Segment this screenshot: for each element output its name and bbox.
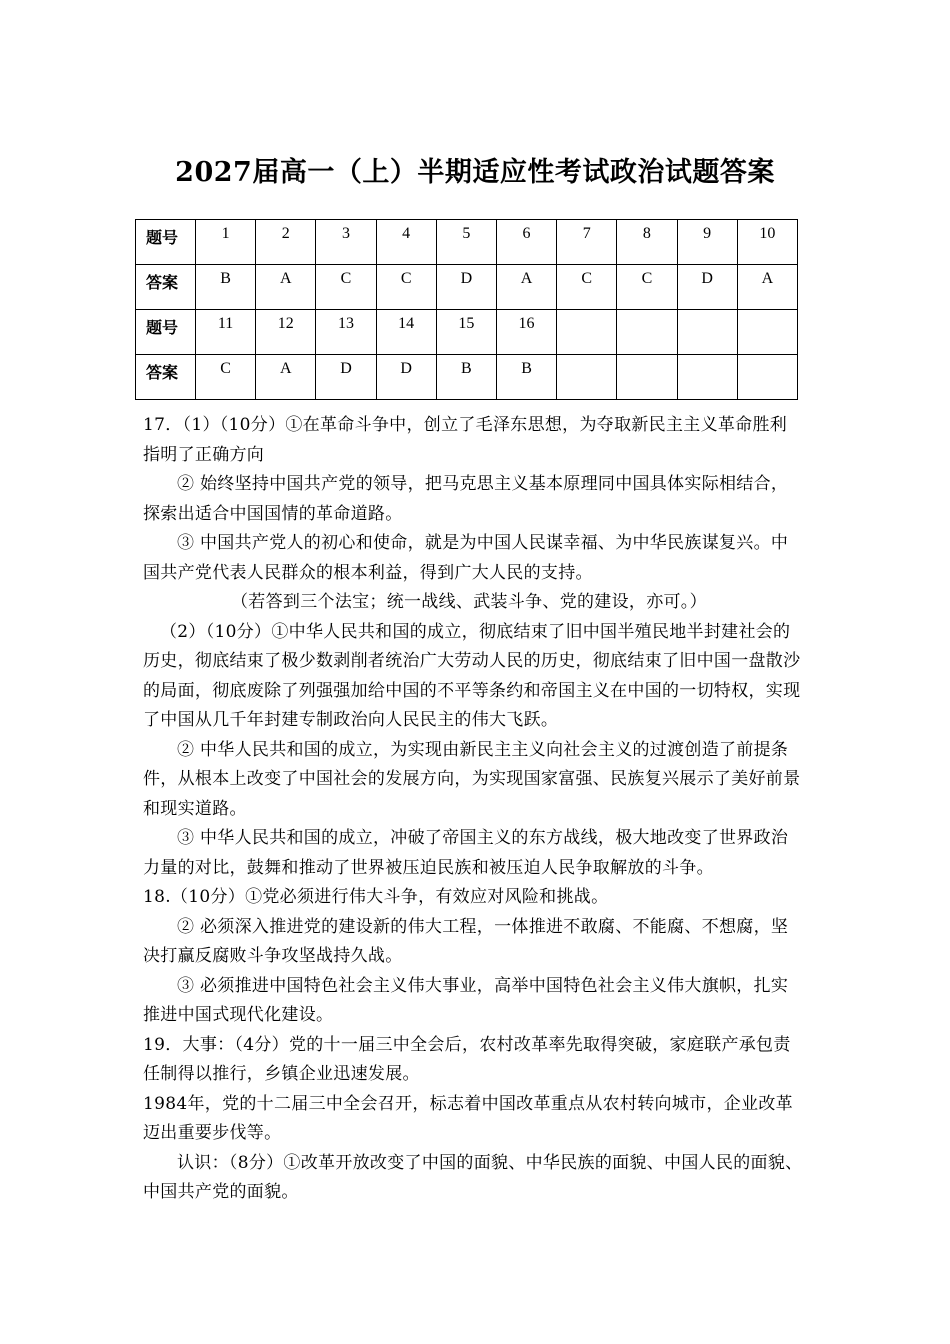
table-cell: 9: [677, 220, 737, 265]
table-cell: [557, 355, 617, 400]
table-cell: [737, 310, 797, 355]
table-cell: C: [196, 355, 256, 400]
paragraph-17-1-point2: ② 始终坚持中国共产党的领导，把马克思主义基本原理同中国具体实际相结合，探索出适合中国国情的革命道路。: [143, 474, 789, 524]
table-cell: 11: [196, 310, 256, 355]
table-cell: 7: [557, 220, 617, 265]
table-cell: C: [316, 265, 376, 310]
table-cell: D: [436, 265, 496, 310]
table-cell: [677, 310, 737, 355]
row-label: 答案: [136, 265, 196, 310]
answer-body: [143, 411, 803, 1208]
table-row: [136, 265, 798, 310]
row-label: 题号: [136, 310, 196, 355]
table-cell: C: [617, 265, 677, 310]
paragraph-17-1-point3: ③ 中国共产党人的初心和使命，就是为中国人民谋幸福、为中华民族谋复兴。中国共产党代表人民群众的根本利益，得到广大人民的支持。: [143, 533, 789, 583]
table-cell: B: [496, 355, 556, 400]
table-cell: [617, 310, 677, 355]
table-cell: 12: [256, 310, 316, 355]
table-cell: 13: [316, 310, 376, 355]
table-cell: [557, 310, 617, 355]
table-row: [136, 355, 798, 400]
paragraph-19-understanding: 认识：（8分）①改革开放改变了中国的面貌、中华民族的面貌、中国人民的面貌、中国共产党的面貌。: [143, 1152, 803, 1202]
paragraph-18: 18.（10分）①党必须进行伟大斗争，有效应对风险和挑战。: [143, 887, 609, 907]
table-cell: 8: [617, 220, 677, 265]
answer-table: [135, 219, 798, 400]
table-cell: 14: [376, 310, 436, 355]
table-cell: 15: [436, 310, 496, 355]
table-cell: A: [737, 265, 797, 310]
table-cell: A: [256, 355, 316, 400]
table-cell: C: [557, 265, 617, 310]
table-cell: [737, 355, 797, 400]
paragraph-19: 19．大事：（4分）党的十一届三中全会后，农村改革率先取得突破，家庭联产承包责任制得以推行，乡镇企业迅速发展。: [143, 1034, 791, 1084]
paragraph-18-point2: ② 必须深入推进党的建设新的伟大工程，一体推进不敢腐、不能腐、不想腐，坚决打赢反腐败斗争攻坚战持久战。: [143, 916, 789, 966]
table-cell: 6: [496, 220, 556, 265]
table-cell: B: [436, 355, 496, 400]
paragraph-17-1: 17．（1）（10分）①在革命斗争中，创立了毛泽东思想，为夺取新民主主义革命胜利指明了正确方向: [143, 415, 788, 465]
table-cell: A: [256, 265, 316, 310]
paragraph-17-note: （若答到三个法宝；统一战线、武装斗争、党的建设，亦可。）: [231, 592, 707, 612]
paragraph-17-2-point3: ③ 中华人民共和国的成立，冲破了帝国主义的东方战线，极大地改变了世界政治力量的对比，鼓舞和推动了世界被压迫民族和被压迫人民争取解放的斗争。: [143, 828, 789, 878]
row-label: 题号: [136, 220, 196, 265]
table-cell: 5: [436, 220, 496, 265]
table-cell: 2: [256, 220, 316, 265]
table-cell: A: [496, 265, 556, 310]
table-cell: [617, 355, 677, 400]
table-cell: C: [376, 265, 436, 310]
table-cell: 16: [496, 310, 556, 355]
table-cell: D: [376, 355, 436, 400]
paragraph-17-2: （2）（10分）①中华人民共和国的成立，彻底结束了旧中国半殖民地半封建社会的历史，彻底结束了极少数剥削者统治广大劳动人民的历史，彻底结束了旧中国一盘散沙的局面，彻底废除了列强强加给中国的不平等条约和帝国主义在中国的一切特权，实现了中国从几千年封建专制政治向人民民主的伟大飞跃。: [143, 621, 801, 730]
table-cell: 1: [196, 220, 256, 265]
table-cell: D: [316, 355, 376, 400]
table-cell: 4: [376, 220, 436, 265]
table-cell: 3: [316, 220, 376, 265]
table-cell: D: [677, 265, 737, 310]
table-cell: B: [196, 265, 256, 310]
table-row: [136, 220, 798, 265]
table-cell: [677, 355, 737, 400]
paragraph-18-point3: ③ 必须推进中国特色社会主义伟大事业，高举中国特色社会主义伟大旗帜，扎实推进中国式现代化建设。: [143, 975, 789, 1025]
row-label: 答案: [136, 355, 196, 400]
table-cell: 10: [737, 220, 797, 265]
table-row: [136, 310, 798, 355]
paragraph-19-1984: 1984年，党的十二届三中全会召开，标志着中国改革重点从农村转向城市，企业改革迈出重要步伐等。: [143, 1093, 793, 1143]
page-title: 2027届高一（上）半期适应性考试政治试题答案: [175, 157, 775, 188]
paragraph-17-2-point2: ② 中华人民共和国的成立，为实现由新民主主义向社会主义的过渡创造了前提条件，从根本上改变了中国社会的发展方向，为实现国家富强、民族复兴展示了美好前景和现实道路。: [143, 739, 801, 819]
